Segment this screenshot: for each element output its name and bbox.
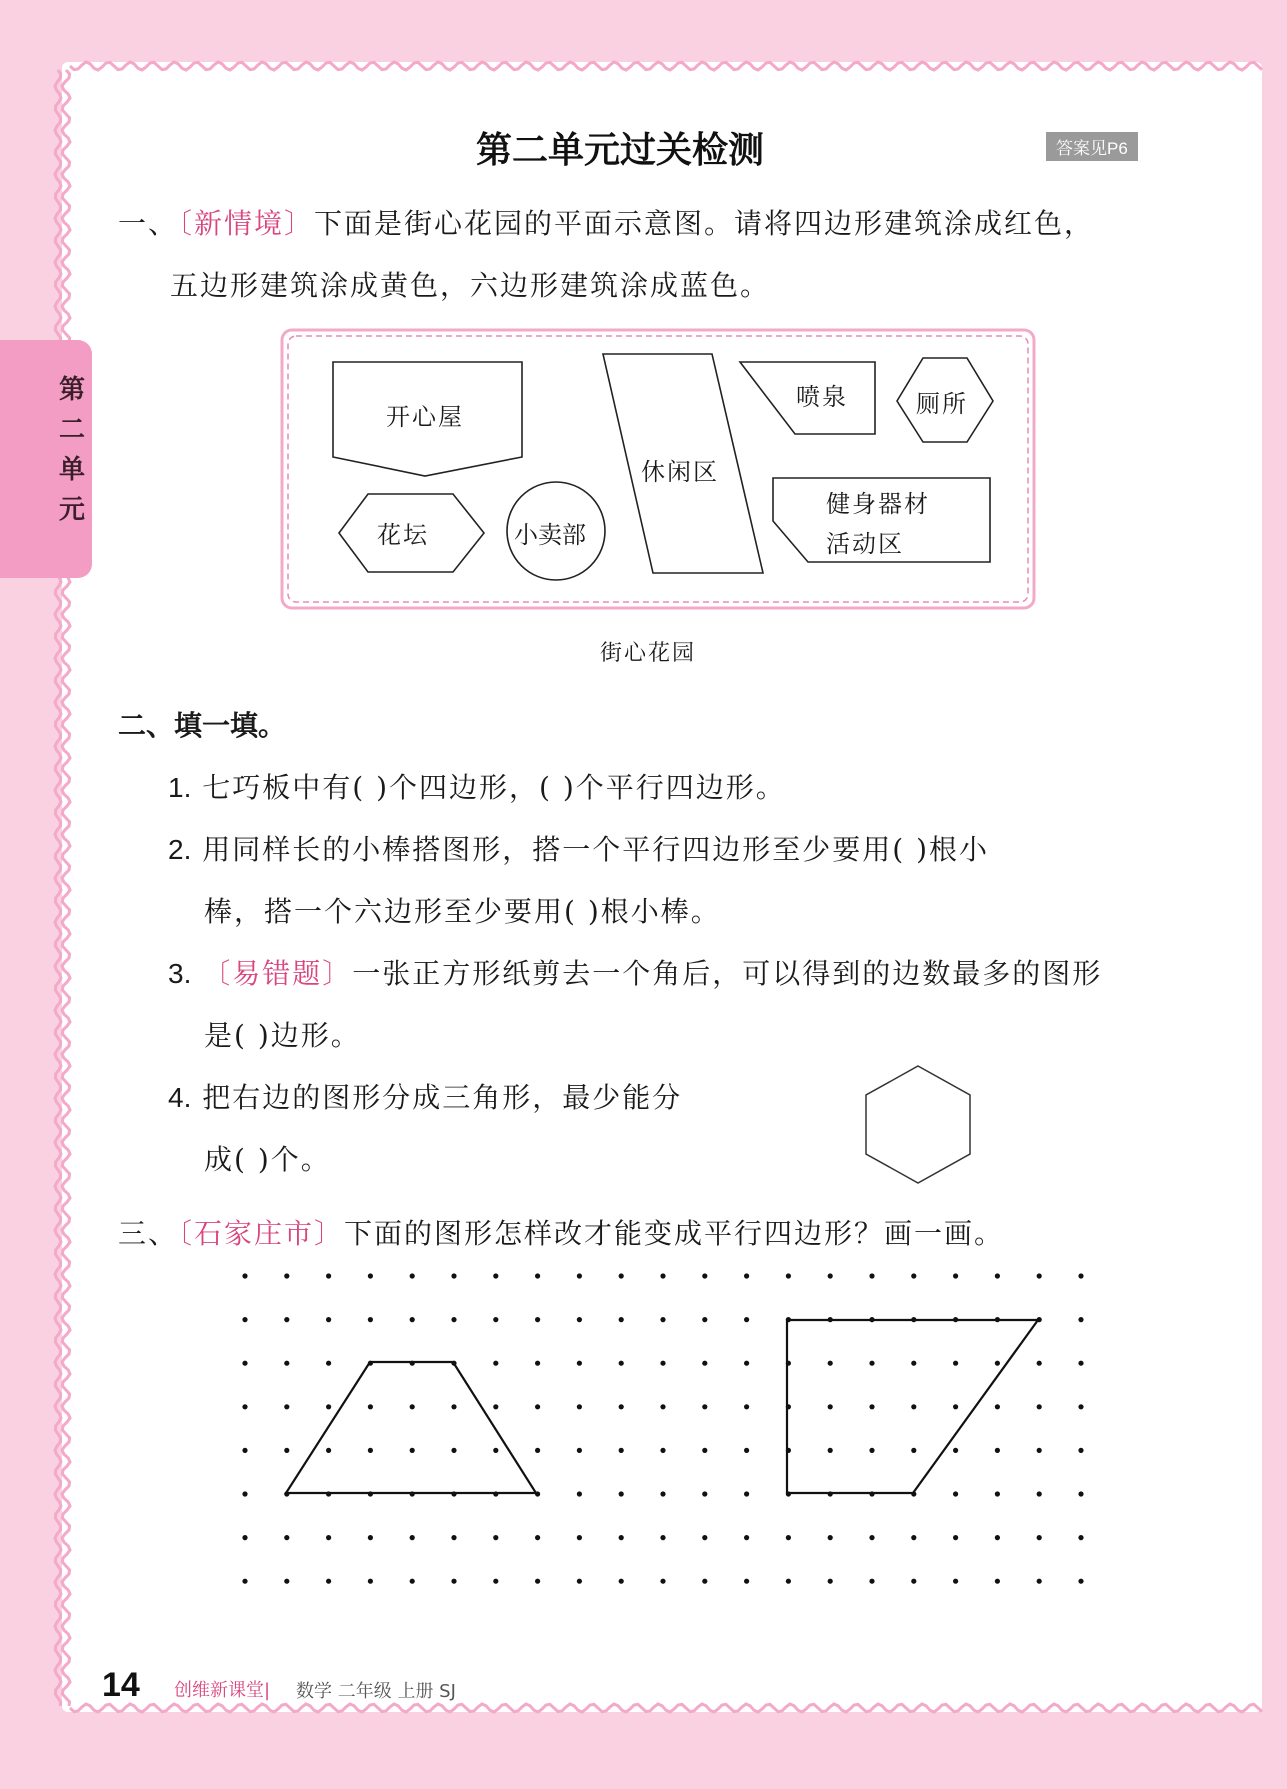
grid-dot[interactable]: [326, 1448, 331, 1453]
grid-dot[interactable]: [702, 1579, 707, 1584]
grid-dot[interactable]: [869, 1579, 874, 1584]
grid-dot[interactable]: [660, 1579, 665, 1584]
grid-dot[interactable]: [995, 1491, 1000, 1496]
grid-dot[interactable]: [744, 1317, 749, 1322]
grid-dot[interactable]: [410, 1317, 415, 1322]
footer-brand: [174, 1676, 270, 1702]
section1-prefix: 一、: [118, 207, 179, 240]
grid-dot[interactable]: [368, 1317, 373, 1322]
grid-dot[interactable]: [535, 1361, 540, 1366]
grid-dot[interactable]: [619, 1317, 624, 1322]
q2-text-line1: 用同样长的小棒搭图形，搭一个平行四边形至少要用( )根小: [202, 833, 990, 866]
footer-separator: |: [264, 1680, 271, 1701]
grid-dot[interactable]: [535, 1535, 540, 1540]
q3-number: 3.: [168, 958, 192, 989]
grid-dot[interactable]: [911, 1448, 916, 1453]
grid-dot[interactable]: [242, 1579, 247, 1584]
grid-dot[interactable]: [953, 1273, 958, 1278]
section3-text: 下面的图形怎样改才能变成平行四边形？画一画。: [344, 1217, 1005, 1250]
grid-dot[interactable]: [493, 1579, 498, 1584]
grid-dot[interactable]: [995, 1404, 1000, 1409]
label-cesuo: 厕所: [916, 390, 968, 418]
grid-dot[interactable]: [911, 1579, 916, 1584]
grid-dot[interactable]: [493, 1361, 498, 1366]
grid-dot[interactable]: [619, 1273, 624, 1278]
grid-dot[interactable]: [284, 1535, 289, 1540]
grid-dot[interactable]: [1037, 1535, 1042, 1540]
grid-dot[interactable]: [451, 1404, 456, 1409]
grid-dot[interactable]: [660, 1273, 665, 1278]
grid-dot[interactable]: [744, 1579, 749, 1584]
grid-dot[interactable]: [242, 1317, 247, 1322]
grid-dot[interactable]: [535, 1273, 540, 1278]
grid-dot[interactable]: [451, 1579, 456, 1584]
grid-dot[interactable]: [869, 1448, 874, 1453]
label-jianshen-line2: 活动区: [826, 530, 904, 558]
grid-dot[interactable]: [493, 1535, 498, 1540]
grid-dot[interactable]: [242, 1404, 247, 1409]
grid-dot[interactable]: [368, 1579, 373, 1584]
grid-dot[interactable]: [995, 1448, 1000, 1453]
grid-dot[interactable]: [242, 1535, 247, 1540]
grid-dot[interactable]: [828, 1273, 833, 1278]
trapezoid-figure: [286, 1362, 536, 1493]
grid-dot[interactable]: [911, 1361, 916, 1366]
grid-dot[interactable]: [577, 1448, 582, 1453]
grid-dot[interactable]: [744, 1404, 749, 1409]
grid-dot[interactable]: [242, 1448, 247, 1453]
grid-dot[interactable]: [619, 1404, 624, 1409]
q3-text-line1: 一张正方形纸剪去一个角后，可以得到的边数最多的图形: [352, 957, 1103, 990]
garden-map-caption: 街心花园: [600, 641, 697, 666]
grid-dot[interactable]: [744, 1535, 749, 1540]
q3-tag: 〔易错题〕: [202, 957, 353, 990]
grid-dot[interactable]: [619, 1579, 624, 1584]
grid-dot[interactable]: [828, 1448, 833, 1453]
grid-dot[interactable]: [451, 1448, 456, 1453]
grid-dot[interactable]: [619, 1491, 624, 1496]
grid-dot[interactable]: [1037, 1404, 1042, 1409]
grid-dot[interactable]: [1078, 1404, 1083, 1409]
grid-dot[interactable]: [451, 1273, 456, 1278]
grid-dot[interactable]: [869, 1273, 874, 1278]
grid-dot[interactable]: [786, 1273, 791, 1278]
section1-tag: 〔新情境〕: [178, 207, 315, 240]
grid-dot[interactable]: [744, 1361, 749, 1366]
grid-dot[interactable]: [869, 1404, 874, 1409]
q2-text-line2: 棒，搭一个六边形至少要用( )根小棒。: [204, 895, 721, 928]
grid-dot[interactable]: [577, 1491, 582, 1496]
label-xiaomaibu: 小卖部: [514, 521, 586, 549]
section1-line1: 下面是街心花园的平面示意图。请将四边形建筑涂成红色，: [314, 207, 1095, 240]
grid-dot[interactable]: [284, 1404, 289, 1409]
grid-dot[interactable]: [828, 1404, 833, 1409]
q4-number: 4.: [168, 1082, 192, 1113]
grid-dot[interactable]: [953, 1404, 958, 1409]
grid-dot[interactable]: [869, 1361, 874, 1366]
label-huatan: 花坛: [377, 521, 429, 549]
grid-dot[interactable]: [1078, 1317, 1083, 1322]
q3-text-line2: 是( )边形。: [204, 1019, 361, 1052]
grid-dot[interactable]: [1037, 1361, 1042, 1366]
grid-dot[interactable]: [744, 1273, 749, 1278]
grid-dot[interactable]: [577, 1535, 582, 1540]
grid-dot[interactable]: [953, 1535, 958, 1540]
grid-dot[interactable]: [702, 1535, 707, 1540]
grid-dot[interactable]: [702, 1491, 707, 1496]
q4-text-line1: 把右边的图形分成三角形，最少能分: [202, 1081, 683, 1114]
grid-dot[interactable]: [577, 1579, 582, 1584]
grid-dot[interactable]: [995, 1535, 1000, 1540]
grid-dot[interactable]: [911, 1273, 916, 1278]
grid-dot[interactable]: [702, 1448, 707, 1453]
grid-dot[interactable]: [284, 1361, 289, 1366]
label-penquan: 喷泉: [796, 383, 848, 411]
grid-dot[interactable]: [410, 1579, 415, 1584]
q4-text-line2: 成( )个。: [204, 1143, 331, 1176]
grid-dot[interactable]: [660, 1491, 665, 1496]
grid-dot[interactable]: [660, 1361, 665, 1366]
grid-dot[interactable]: [995, 1273, 1000, 1278]
q1-number: 1.: [168, 772, 192, 803]
grid-dot[interactable]: [1037, 1579, 1042, 1584]
section1-line2: 五边形建筑涂成黄色，六边形建筑涂成蓝色。: [170, 269, 771, 302]
grid-dot[interactable]: [953, 1361, 958, 1366]
grid-dot[interactable]: [284, 1448, 289, 1453]
grid-dot[interactable]: [577, 1317, 582, 1322]
grid-dot[interactable]: [1037, 1273, 1042, 1278]
footer-brand-name: 创维新课堂: [174, 1680, 264, 1701]
grid-dot[interactable]: [660, 1404, 665, 1409]
grid-dot[interactable]: [535, 1317, 540, 1322]
grid-dot[interactable]: [1078, 1361, 1083, 1366]
grid-dot[interactable]: [368, 1448, 373, 1453]
grid-dot[interactable]: [660, 1535, 665, 1540]
grid-dot[interactable]: [1078, 1535, 1083, 1540]
grid-dot[interactable]: [410, 1273, 415, 1278]
grid-dot[interactable]: [744, 1491, 749, 1496]
grid-dot[interactable]: [1078, 1448, 1083, 1453]
q2-number: 2.: [168, 834, 192, 865]
grid-dot[interactable]: [1078, 1273, 1083, 1278]
grid-dot[interactable]: [702, 1404, 707, 1409]
label-kaixinwu: 开心屋: [386, 403, 464, 431]
answer-reference-badge: 答案见P6: [1046, 132, 1138, 161]
section2-heading: 二、填一填。: [118, 709, 287, 742]
grid-dot[interactable]: [660, 1317, 665, 1322]
grid-dot[interactable]: [284, 1273, 289, 1278]
grid-dot[interactable]: [368, 1404, 373, 1409]
page-number: 14: [102, 1666, 140, 1704]
unit-side-tab-label: 第二单元: [58, 375, 85, 525]
grid-dot[interactable]: [410, 1404, 415, 1409]
grid-dot[interactable]: [619, 1361, 624, 1366]
grid-dot[interactable]: [326, 1404, 331, 1409]
grid-dot[interactable]: [326, 1273, 331, 1278]
grid-dot[interactable]: [1037, 1491, 1042, 1496]
grid-dot[interactable]: [1078, 1491, 1083, 1496]
grid-dot[interactable]: [242, 1361, 247, 1366]
grid-dot[interactable]: [326, 1361, 331, 1366]
footer-info: 数学 二年级 上册 SJ: [296, 1681, 456, 1702]
grid-dot[interactable]: [828, 1535, 833, 1540]
grid-dot[interactable]: [828, 1579, 833, 1584]
grid-dot[interactable]: [786, 1579, 791, 1584]
grid-dot[interactable]: [577, 1361, 582, 1366]
grid-dot[interactable]: [410, 1535, 415, 1540]
grid-dot[interactable]: [702, 1317, 707, 1322]
grid-dot[interactable]: [284, 1579, 289, 1584]
grid-dot[interactable]: [702, 1361, 707, 1366]
label-xiuxianqu: 休闲区: [641, 458, 719, 486]
q1-text: 七巧板中有( )个四边形，( )个平行四边形。: [202, 771, 786, 804]
grid-dot[interactable]: [953, 1448, 958, 1453]
grid-dot[interactable]: [493, 1404, 498, 1409]
grid-dot[interactable]: [619, 1448, 624, 1453]
grid-dot[interactable]: [326, 1579, 331, 1584]
grid-dot[interactable]: [911, 1535, 916, 1540]
grid-dot[interactable]: [410, 1448, 415, 1453]
grid-dot[interactable]: [451, 1535, 456, 1540]
grid-dot[interactable]: [869, 1535, 874, 1540]
grid-dot[interactable]: [284, 1317, 289, 1322]
grid-dot[interactable]: [242, 1491, 247, 1496]
grid-dot[interactable]: [953, 1491, 958, 1496]
grid-dot[interactable]: [1078, 1579, 1083, 1584]
grid-dot[interactable]: [326, 1317, 331, 1322]
grid-dot[interactable]: [786, 1535, 791, 1540]
grid-dot[interactable]: [368, 1535, 373, 1540]
grid-dot[interactable]: [911, 1404, 916, 1409]
section3-prefix: 三、: [118, 1217, 179, 1250]
grid-dot[interactable]: [995, 1579, 1000, 1584]
grid-dot[interactable]: [577, 1273, 582, 1278]
page-title: 第二单元过关检测: [475, 130, 764, 171]
grid-dot[interactable]: [493, 1273, 498, 1278]
grid-dot[interactable]: [1037, 1448, 1042, 1453]
label-jianshen-line1: 健身器材: [826, 490, 930, 518]
grid-dot[interactable]: [535, 1448, 540, 1453]
grid-dot[interactable]: [995, 1361, 1000, 1366]
section3-tag: 〔石家庄市〕: [178, 1217, 345, 1250]
grid-dot[interactable]: [368, 1273, 373, 1278]
grid-dot[interactable]: [744, 1448, 749, 1453]
grid-dot[interactable]: [535, 1579, 540, 1584]
grid-dot[interactable]: [326, 1535, 331, 1540]
grid-dot[interactable]: [535, 1404, 540, 1409]
grid-dot[interactable]: [828, 1361, 833, 1366]
grid-dot[interactable]: [493, 1448, 498, 1453]
grid-dot[interactable]: [953, 1579, 958, 1584]
grid-dot[interactable]: [577, 1404, 582, 1409]
grid-dot[interactable]: [702, 1273, 707, 1278]
grid-dot[interactable]: [451, 1317, 456, 1322]
grid-dot[interactable]: [619, 1535, 624, 1540]
grid-dot[interactable]: [660, 1448, 665, 1453]
grid-dot[interactable]: [242, 1273, 247, 1278]
grid-dot[interactable]: [493, 1317, 498, 1322]
